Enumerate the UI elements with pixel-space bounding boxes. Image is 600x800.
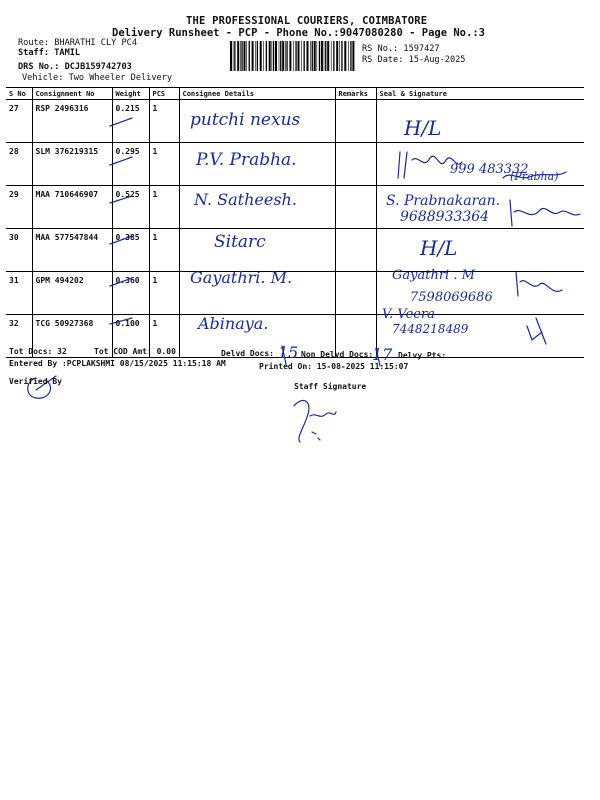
seal-handwriting: 999 483332 xyxy=(450,162,529,177)
signature-scribble xyxy=(398,152,462,178)
tot-cod-amt: Tot COD Amt: 0.00 xyxy=(94,347,176,356)
col-header-pcs: PCS xyxy=(149,88,179,100)
consignment-cell: TCG 50927368 xyxy=(32,315,112,358)
signature-scribble xyxy=(503,172,566,178)
delvy-pts: Delvy Pts: xyxy=(398,351,447,360)
consignment-cell: MAA 710646907 xyxy=(32,186,112,229)
consignment-cell: GPM 494202 xyxy=(32,272,112,315)
weight-cell: 0.215 xyxy=(112,100,149,143)
seal-handwriting-note: (Prabha) xyxy=(510,170,559,183)
rs-no-field: RS No.: 1597427 xyxy=(362,44,440,54)
sno-cell: 32 xyxy=(6,315,32,358)
staff-signature-label: Staff Signature xyxy=(294,382,367,391)
non-delvd-docs-hw: 17 xyxy=(372,345,393,364)
consignment-cell: SLM 376219315 xyxy=(32,143,112,186)
printed-on: Printed On: 15-08-2025 11:15:07 xyxy=(259,362,409,371)
consignee-handwriting: Gayathri. M. xyxy=(190,268,293,287)
seal-handwriting: V. Veera xyxy=(382,307,435,322)
entered-by: Entered By :PCPLAKSHMI 08/15/2025 11:15:18 AM xyxy=(9,359,226,368)
seal-handwriting-phone: 9688933364 xyxy=(400,209,490,225)
signature-scribble xyxy=(527,318,546,344)
signature-scribble xyxy=(510,200,580,226)
pcs-cell: 1 xyxy=(149,272,179,315)
tick-mark xyxy=(110,157,132,165)
tot-docs: Tot Docs: 32 xyxy=(9,347,67,356)
sno-cell: 30 xyxy=(6,229,32,272)
vehicle-field: Vehicle: Two Wheeler Delivery xyxy=(22,73,173,83)
non-delvd-docs: Non Delvd Docs: xyxy=(301,350,374,359)
route-field: Route: BHARATHI CLY PC4 xyxy=(18,38,137,48)
col-header-weight: Weight xyxy=(112,88,149,100)
col-header-consignment: Consignment No xyxy=(32,88,112,100)
rs-date-field: RS Date: 15-Aug-2025 xyxy=(362,55,466,65)
tick-mark xyxy=(110,278,132,286)
pcs-cell: 1 xyxy=(149,100,179,143)
sno-cell: 27 xyxy=(6,100,32,143)
consignee-handwriting: putchi nexus xyxy=(190,110,301,130)
weight-cell: 0.360 xyxy=(112,272,149,315)
col-header-consignee: Consignee Details xyxy=(179,88,335,100)
seal-handwriting-phone: 7598069686 xyxy=(410,290,493,305)
verified-by-label: Verified By xyxy=(9,377,62,386)
pcs-cell: 1 xyxy=(149,229,179,272)
drs-no-field: DRS No.: DCJB159742703 xyxy=(18,62,132,72)
runsheet-title: Delivery Runsheet - PCP - Phone No.:9047080280 - Page No.:3 xyxy=(112,27,485,39)
tick-mark xyxy=(110,118,132,126)
consignee-handwriting: N. Satheesh. xyxy=(194,190,297,209)
pcs-cell: 1 xyxy=(149,186,179,229)
consignee-handwriting: Abinaya. xyxy=(198,314,269,333)
col-header-remarks: Remarks xyxy=(335,88,376,100)
seal-handwriting: S. Prabnakaran. xyxy=(386,193,501,209)
pcs-cell: 1 xyxy=(149,143,179,186)
sno-cell: 28 xyxy=(6,143,32,186)
col-header-sno: S No xyxy=(6,88,32,100)
staff-signature-ink xyxy=(294,400,336,442)
tick-mark xyxy=(110,236,132,244)
weight-cell: 0.295 xyxy=(112,143,149,186)
seal-handwriting: Gayathri . M xyxy=(392,268,475,283)
tick-mark xyxy=(110,196,132,203)
weight-cell: 0.525 xyxy=(112,186,149,229)
sno-cell: 29 xyxy=(6,186,32,229)
signature-scribble xyxy=(516,272,562,296)
delvd-docs: Delvd Docs: xyxy=(221,349,274,358)
tick-mark xyxy=(110,318,132,324)
consignee-handwriting: P.V. Prabha. xyxy=(196,150,297,170)
sno-cell: 31 xyxy=(6,272,32,315)
consignee-handwriting: Sitarc xyxy=(214,232,266,252)
consignment-cell: MAA 577547844 xyxy=(32,229,112,272)
company-name: THE PROFESSIONAL COURIERS, COIMBATORE xyxy=(186,15,428,27)
seal-handwriting: H/L xyxy=(404,116,442,140)
staff-field: Staff: TAMIL xyxy=(18,48,81,58)
col-header-seal: Seal & Signature xyxy=(376,88,584,100)
weight-cell: 0.100 xyxy=(112,315,149,358)
weight-cell: 0.385 xyxy=(112,229,149,272)
seal-handwriting-phone: 7448218489 xyxy=(392,322,469,336)
seal-handwriting: H/L xyxy=(420,236,458,260)
delvd-docs-hw: 15 xyxy=(278,343,299,362)
consignment-cell: RSP 2496316 xyxy=(32,100,112,143)
pcs-cell: 1 xyxy=(149,315,179,358)
